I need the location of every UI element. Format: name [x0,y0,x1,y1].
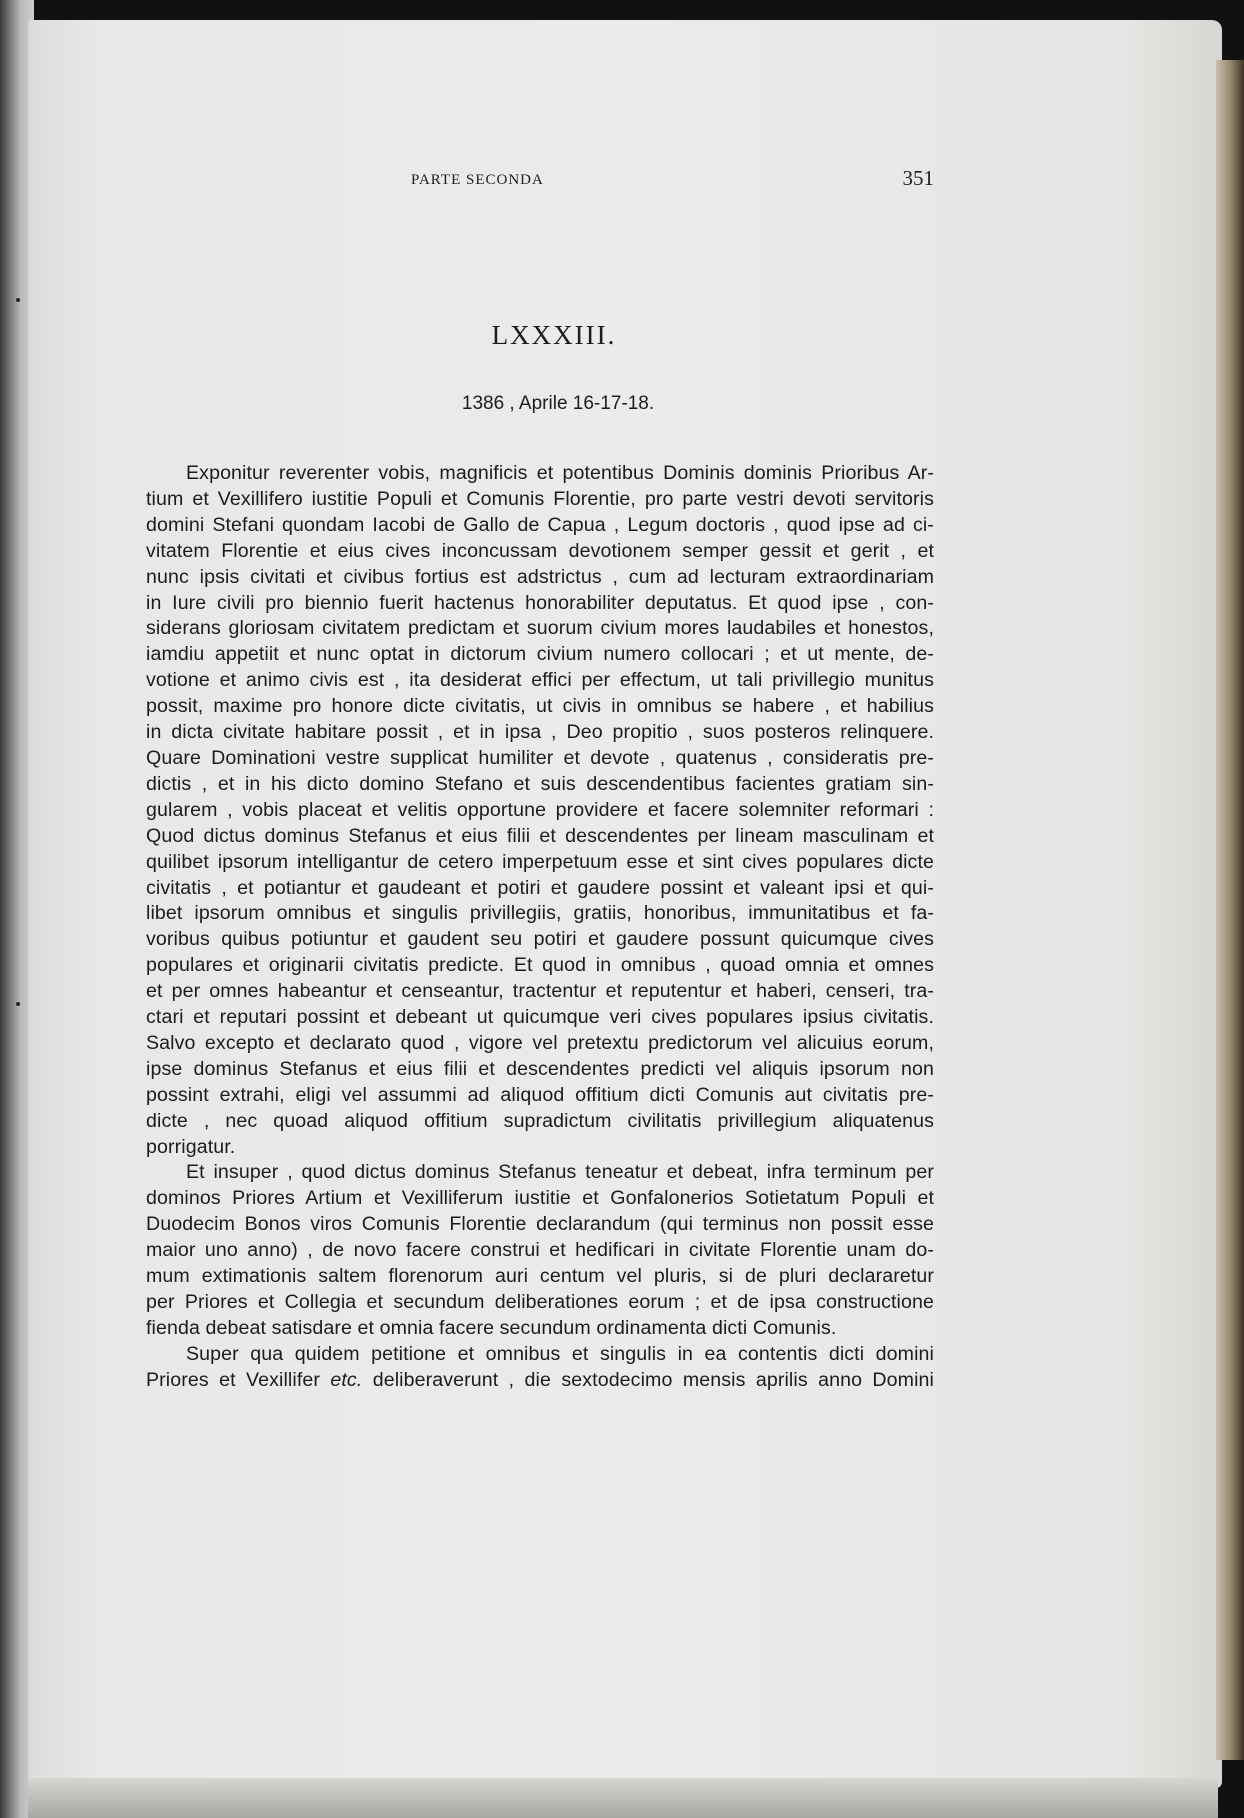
text-line: nunc ipsis civitati et civibus fortius est adstrictus , cum ad lecturam extraordinariam [146,565,934,588]
text-line: siderans gloriosam civitatem predictam et suorum civium mores laudabiles et honestos, [146,617,934,640]
text-line: votione et animo civis est , ita desiderat effici per effectum, ut tali privillegio munitus [146,669,934,692]
text-line: in Iure civili pro biennio fuerit hactenus honorabiliter deputatus. Et quod ipse , con- [146,591,934,614]
text-line: domini Stefani quondam Iacobi de Gallo de Capua , Legum doctoris , quod ipse ad ci- [146,513,934,536]
text-line: dominos Priores Artium et Vexilliferum iustitie et Gonfalonerios Sotietatum Populi et [146,1187,934,1210]
book-cover-bottom [28,1778,1218,1818]
text-line: porrigatur. [146,1135,236,1158]
text-line: Salvo excepto et declarato quod , vigore vel pretextu predictorum vel alicuius eorum, [146,1031,934,1054]
text-line: fienda debeat satisdare et omnia facere secundum ordinamenta dicti Comunis. [146,1316,837,1339]
running-head [146,166,934,194]
text-line: per Priores et Collegia et secundum deliberationes eorum ; et de ipsa constructione [146,1291,934,1313]
hole-mark [16,1002,20,1006]
text-line: mum extimationis saltem florenorum auri centum vel pluris, si de pluri declararetur [146,1265,934,1288]
paragraph [146,1342,934,1394]
text-line: Duodecim Bonos viros Comunis Florentie declarandum (qui terminus non possit esse [146,1213,934,1236]
text-line: gularem , vobis placeat et velitis opportune providere et facere solemniter reformari : [146,798,934,821]
text-line: Priores et Vexillifer etc. deliberaverunt , die sextodecimo mensis aprilis anno Domini [146,1368,934,1391]
text-line: Quare Dominationi vestre supplicat humiliter et devote , quatenus , consideratis pre- [146,746,934,769]
page-content [146,166,934,1394]
text-line: voribus quibus potiuntur et gaudent seu potiri et gaudere possunt quicumque cives [146,928,934,951]
document-body [146,461,934,1394]
text-line: civitatis , et potiantur et gaudeant et potiri et gaudere possint et valeant ipsi et qui- [146,876,934,899]
text-line: Exponitur reverenter vobis, magnificis et potentibus Dominis dominis Prioribus Ar- [186,462,934,484]
text-line: populares et originarii civitatis predicte. Et quod in omnibus , quoad omnia et omnes [146,954,934,977]
document-number: LXXXIII. [491,320,617,350]
text-line: maior uno anno) , de novo facere construi et hedificari in civitate Florentie unam do- [146,1239,934,1262]
text-line: ctari et reputari possint et debeant ut quicumque veri cives populares ipsius civitatis. [146,1006,934,1029]
text-line: Et insuper , quod dictus dominus Stefanus teneatur et debeat, infra terminum per [186,1161,934,1184]
text-line: quilibet ipsorum intelligantur de cetero imperpetuum esse et sint cives populares dicte [146,850,934,873]
text-line: ipse dominus Stefanus et eius filii et descendentes predicti vel aliquis ipsorum non [146,1057,934,1080]
text-line: dictis , et in his dicto domino Stefano et suis descendentibus facientes gratiam sin- [146,772,934,795]
text-line: Super qua quidem petitione et omnibus et singulis in ea contentis dicti domini [186,1342,934,1365]
text-line: et per omnes habeantur et censeantur, tractentur et reputentur et haberi, censeri, tra- [146,980,934,1003]
text-line: tium et Vexillifero iustitie Populi et Comunis Florentie, pro parte vestri devoti servitoris [146,487,934,510]
text-line: iamdiu appetiit et nunc optat in dictorum civium numero collocari ; et ut mente, de- [146,643,934,666]
text-line: Quod dictus dominus Stefanus et eius filii et descendentes per lineam masculinam et [146,824,934,847]
paragraph [146,1160,934,1341]
paragraph [146,461,934,1160]
text-line: possit, maxime pro honore dicte civitatis, ut civis in omnibus se habere , et habilius [146,695,934,718]
text-line: vitatem Florentie et eius cives inconcussam devotionem semper gessit et gerit , et [146,539,934,562]
text-line: dicte , nec quoad aliquod offitium supradictum civilitatis privillegium aliquatenus [146,1109,934,1132]
text-line: libet ipsorum omnibus et singulis privillegiis, gratiis, honoribus, immunitatibus et fa- [146,902,934,925]
text-line: in dicta civitate habitare possit , et in ipsa , Deo propitio , suos posteros relinquere. [146,721,934,744]
page-edge [1216,60,1244,1760]
hole-mark [16,298,20,302]
document-date: 1386 , Aprile 16-17-18. [461,393,655,414]
running-title: PARTE SECONDA [411,172,544,188]
page-number: 351 [902,166,934,190]
text-line: possint extrahi, eligi vel assummi ad aliquod offitium dicti Comunis aut civitatis pre- [146,1083,934,1106]
